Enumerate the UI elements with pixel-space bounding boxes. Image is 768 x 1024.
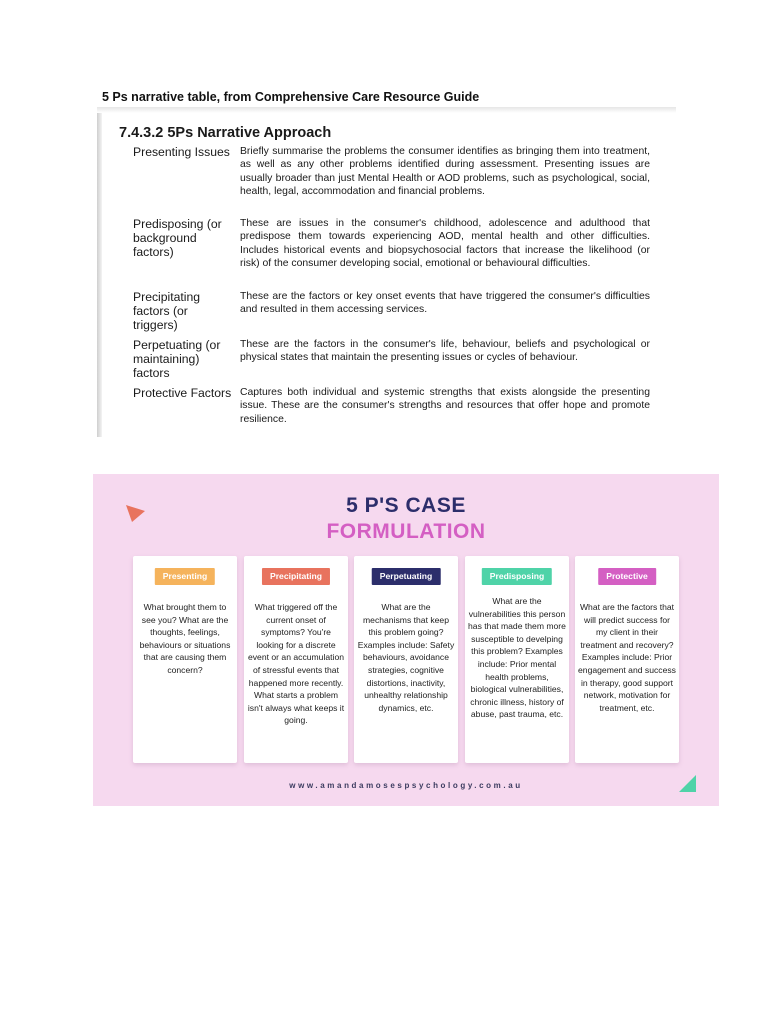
case-formulation-infographic <box>93 474 719 806</box>
narrative-heading: 7.4.3.2 5Ps Narrative Approach <box>119 125 332 141</box>
pill-predisposing: Predisposing <box>482 568 552 585</box>
term-perpetuating: Perpetuating (or maintaining) factors <box>133 338 221 381</box>
website-url: www.amandamosespsychology.com.au <box>289 781 523 790</box>
infographic-title: 5 P'S CASE <box>346 494 466 517</box>
card-text-precipitating: What triggered off the current onset of symptoms? You're looking for a discrete event or an accumulation of stressful events that happened more recently. What starts a problem isn't always what keeps it going. <box>247 602 345 726</box>
card-precipitating <box>244 556 348 763</box>
scan-edge <box>97 113 102 437</box>
card-predisposing <box>465 556 569 763</box>
narrative-table-figure <box>97 107 676 437</box>
desc-presenting: Briefly summarise the problems the consumer identifies as bringing them into treatment, as well as any other problems identified during assessment. Presenting issues are usually broader than just Mental Health or AOD problems, such as psychological, social, health, legal, accommodation and financial problems. <box>240 146 650 197</box>
card-text-presenting: What brought them to see you? What are the thoughts, feelings, behaviours or situations that are causing them concern? <box>139 602 231 675</box>
document-caption: 5 Ps narrative table, from Comprehensive Care Resource Guide <box>102 90 480 104</box>
desc-protective: Captures both individual and systemic strengths that exists alongside the presenting issue. These are the consumer's strengths and resources that offer hope and promote resilience. <box>240 387 650 425</box>
card-text-perpetuating: What are the mechanisms that keep this problem going? Examples include: Safety behaviours, avoidance strategies, cognitive distortions, inactivity, unhealthy relationship dynamics, etc. <box>357 602 455 713</box>
term-presenting: Presenting Issues <box>133 145 230 159</box>
pill-protective: Protective <box>598 568 656 585</box>
pill-presenting: Presenting <box>155 568 215 585</box>
desc-precipitating: These are the factors or key onset events that have triggered the consumer's difficulties and resulted in them accessing services. <box>240 291 650 316</box>
card-presenting <box>133 556 237 763</box>
desc-predisposing: These are issues in the consumer's childhood, adolescence and adulthood that predispose them towards experiencing AOD, mental health and other difficulties. Includes historical events and biopsychosocial factors that increase the likelihood (or risk) of the consumer developing social, emotional or behavioural difficulties. <box>240 218 650 269</box>
card-text-predisposing: What are the vulnerabilities this person has that made them more susceptible to develping this problem? Examples include: Prior mental health problems, biological vulnerabilities, chronic illness, history of abuse, past trauma, etc. <box>468 596 566 720</box>
desc-perpetuating: These are the factors in the consumer's life, behaviour, beliefs and psychological or physical states that maintain the presenting issues or cycles of behaviour. <box>240 339 650 364</box>
card-perpetuating <box>354 556 458 763</box>
term-protective: Protective Factors <box>133 386 232 400</box>
term-predisposing: Predisposing (or background factors) <box>133 217 222 260</box>
card-text-protective: What are the factors that will predict success for my client in their treatment and recovery? Examples include: Prior engagement and success in therapy, good support network, motivation for treatment, etc. <box>578 602 676 713</box>
pill-precipitating: Precipitating <box>262 568 330 585</box>
card-protective <box>575 556 679 763</box>
term-precipitating: Precipitating factors (or triggers) <box>133 290 201 333</box>
infographic-subtitle: FORMULATION <box>326 520 486 543</box>
scan-shadow <box>97 107 676 113</box>
mint-triangle-icon <box>678 774 698 794</box>
pill-perpetuating: Perpetuating <box>372 568 441 585</box>
